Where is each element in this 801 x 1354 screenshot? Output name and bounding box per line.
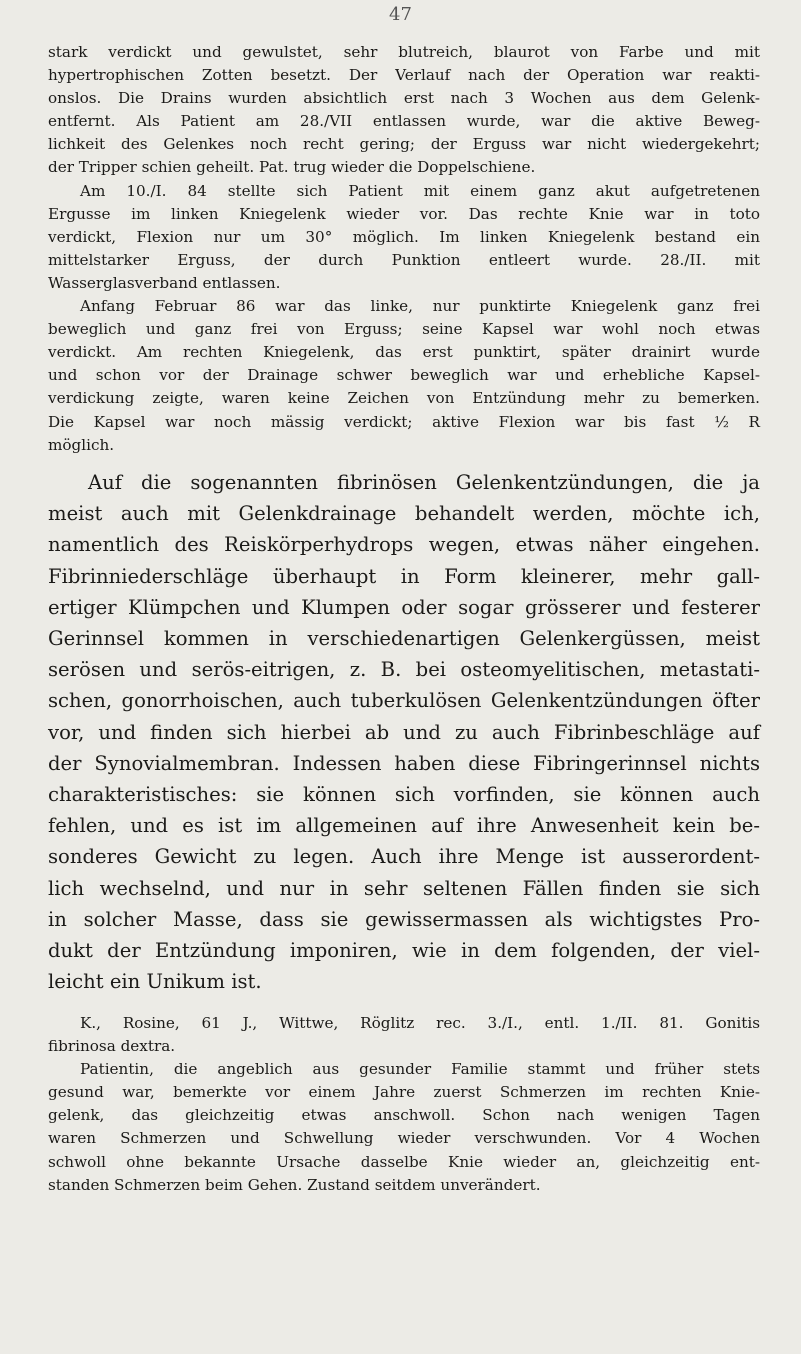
text-line: Die Kapsel war noch mässig verdickt; aktive Flexion war bis fast ½ R (48, 412, 760, 431)
text-line: stark verdickt und gewulstet, sehr blutreich, blaurot von Farbe und mit (48, 43, 760, 61)
text-line: der Synovialmembran. Indessen haben diese Fibringerinnsel nichts (48, 751, 760, 775)
case-report-continued (48, 41, 760, 457)
text-line: waren Schmerzen und Schwellung wieder verschwunden. Vor 4 Wochen (48, 1129, 760, 1148)
text-line: leicht ein Unikum ist. (48, 970, 262, 994)
text-line: meist auch mit Gelenkdrainage behandelt werden, möchte ich, (48, 502, 760, 526)
text-line: mittelstarker Erguss, der durch Punktion entleert wurde. 28./II. mit (48, 250, 760, 269)
text-line: sonderes Gewicht zu legen. Auch ihre Menge ist ausserordent- (48, 845, 760, 869)
text-line: entfernt. Als Patient am 28./VII entlassen wurde, war die aktive Beweg- (48, 112, 760, 131)
text-line: Fibrinniederschläge überhaupt in Form kleinerer, mehr gall- (48, 564, 760, 588)
text-line: namentlich des Reiskörperhydrops wegen, etwas näher eingehen. (48, 533, 760, 557)
text-line: möglich. (48, 435, 115, 454)
text-line: gelenk, das gleichzeitig etwas anschwoll. Schon nach wenigen Tagen (48, 1106, 760, 1125)
text-line: der Tripper schien geheilt. Pat. trug wieder die Doppelschiene. (48, 158, 536, 177)
text-line: hypertrophischen Zotten besetzt. Der Verlauf nach der Operation war reakti- (48, 66, 760, 85)
text-line: in solcher Masse, dass sie gewissermassen als wichtigstes Pro- (48, 907, 760, 931)
text-line: lichkeit des Gelenkes noch recht gering; der Erguss war nicht wiedergekehrt; (48, 135, 760, 154)
text-line: Patientin, die angeblich aus gesunder Familie stammt und früher stets (80, 1060, 760, 1079)
text-line: ertiger Klümpchen und Klumpen oder sogar grösserer und festerer (48, 595, 760, 619)
text-line: Ergusse im linken Kniegelenk wieder vor. Das rechte Knie war in toto (48, 204, 760, 223)
text-line: Gerinnsel kommen in verschiedenartigen Gelenkergüssen, meist (48, 627, 760, 651)
text-line: charakteristisches: sie können sich vorfinden, sie können auch (48, 783, 760, 807)
text-line: beweglich und ganz frei von Erguss; seine Kapsel war wohl noch etwas (48, 320, 760, 339)
text-line: schwoll ohne bekannte Ursache dasselbe Knie wieder an, gleichzeitig ent- (48, 1152, 760, 1171)
text-line: Auf die sogenannten fibrinösen Gelenkentzündungen, die ja (88, 471, 760, 494)
text-line: und schon vor der Drainage schwer beweglich war und erhebliche Kapsel- (48, 366, 760, 385)
page-number: 47 (389, 4, 412, 25)
text-line: lich wechselnd, und nur in sehr seltenen Fällen finden sie sich (48, 876, 760, 900)
text-line: schen, gonorrhoischen, auch tuberkulösen Gelenkentzündungen öfter (48, 689, 760, 713)
text-line: dukt der Entzündung imponiren, wie in dem folgenden, der viel- (48, 939, 760, 963)
text-line: Am 10./I. 84 stellte sich Patient mit einem ganz akut aufgetretenen (80, 181, 760, 200)
new-case-report (48, 1012, 760, 1197)
text-line: Wasserglasverband entlassen. (48, 273, 281, 292)
text-line: standen Schmerzen beim Gehen. Zustand seitdem unverändert. (48, 1175, 541, 1194)
text-line: serösen und serös-eitrigen, z. B. bei osteomyelitischen, metastati- (48, 658, 760, 682)
text-line: gesund war, bemerkte vor einem Jahre zuerst Schmerzen im rechten Knie- (48, 1083, 760, 1102)
text-line: vor, und finden sich hierbei ab und zu auch Fibrinbeschläge auf (48, 720, 760, 744)
text-line: verdickt. Am rechten Kniegelenk, das erst punktirt, später drainirt wurde (48, 343, 760, 362)
text-line: Anfang Februar 86 war das linke, nur punktirte Kniegelenk ganz frei (80, 297, 760, 316)
text-line: verdickt, Flexion nur um 30° möglich. Im linken Kniegelenk bestand ein (48, 227, 760, 246)
text-line: onslos. Die Drains wurden absichtlich erst nach 3 Wochen aus dem Gelenk- (48, 89, 760, 108)
text-line: fehlen, und es ist im allgemeinen auf ihre Anwesenheit kein be- (48, 814, 760, 838)
main-text (48, 467, 760, 997)
case-heading-line: K., Rosine, 61 J., Wittwe, Röglitz rec. 3./I., entl. 1./II. 81. Gonitis (80, 1014, 760, 1032)
text-line: verdickung zeigte, waren keine Zeichen von Entzündung mehr zu bemerken. (48, 389, 760, 408)
case-heading-line: fibrinosa dextra. (48, 1037, 176, 1056)
